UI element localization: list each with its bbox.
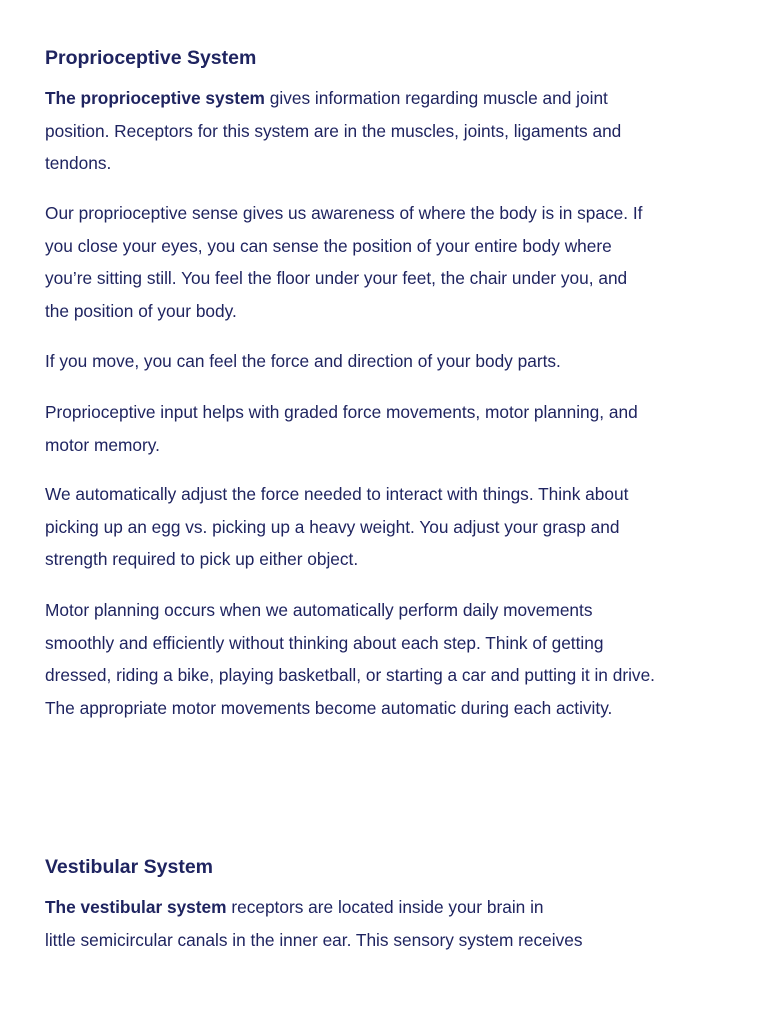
paragraph-line: you’re sitting still. You feel the floor under your feet, the chair under you, and [45,268,628,289]
paragraph-proprioceptive-intro [45,82,725,180]
paragraph-line: little semicircular canals in the inner ear. This sensory system receives [45,929,583,950]
paragraph-line: We automatically adjust the force needed to interact with things. Think about [45,484,629,504]
paragraph-line: position. Receptors for this system are in the muscles, joints, ligaments and [45,120,622,141]
paragraph-line: you close your eyes, you can sense the position of your entire body where [45,235,612,256]
bold-term: The proprioceptive system [45,88,265,108]
paragraph-line: The appropriate motor movements become automatic during each activity. [45,698,613,719]
paragraph-line: If you move, you can feel the force and direction of your body parts. [45,351,561,371]
paragraph-awareness [45,197,730,328]
bold-term: The vestibular system [45,897,227,917]
paragraph-movement [45,345,730,378]
paragraph-line: picking up an egg vs. picking up a heavy weight. You adjust your grasp and [45,516,620,537]
paragraph-line: tendons. [45,153,112,174]
paragraph-line: Our proprioceptive sense gives us awareness of where the body is in space. If [45,203,643,223]
paragraph-line: the position of your body. [45,301,237,322]
paragraph-line: Motor planning occurs when we automatically perform daily movements [45,600,593,620]
paragraph-force-adjustment [45,478,730,576]
paragraph-line: Proprioceptive input helps with graded force movements, motor planning, and [45,402,638,422]
paragraph-vestibular-intro [45,891,730,956]
section-title-proprioceptive: Proprioceptive System [45,47,257,69]
paragraph-text: receptors are located inside your brain in [226,897,544,917]
paragraph-line [45,891,730,924]
paragraph-motor-planning [45,594,735,725]
paragraph-proprioceptive-input [45,396,730,461]
paragraph-line [45,82,725,115]
paragraph-line: dressed, riding a bike, playing basketball, or starting a car and putting it in drive. [45,665,655,686]
section-title-vestibular: Vestibular System [45,856,213,878]
paragraph-text: gives information regarding muscle and joint [264,88,608,108]
paragraph-line: smoothly and efficiently without thinking about each step. Think of getting [45,632,604,653]
paragraph-line: motor memory. [45,434,160,455]
paragraph-line: strength required to pick up either object. [45,549,359,570]
